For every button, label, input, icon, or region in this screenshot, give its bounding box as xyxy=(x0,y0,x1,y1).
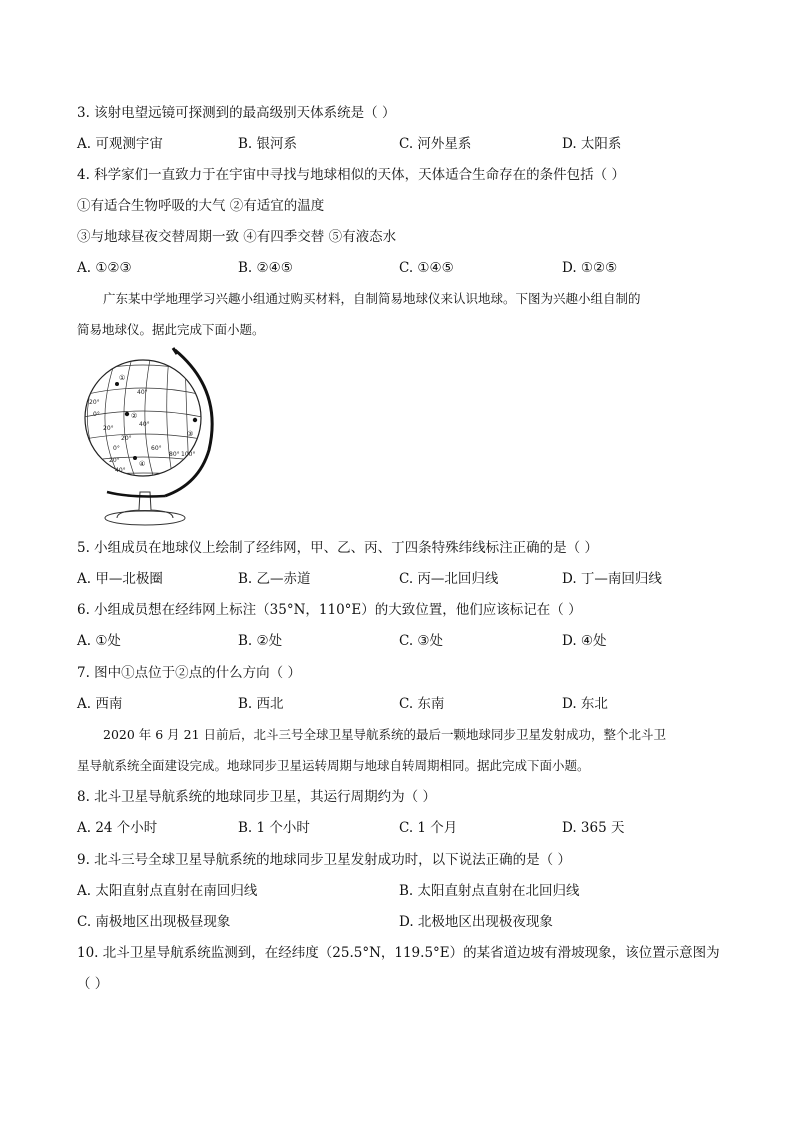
globe-point-2 xyxy=(125,412,129,416)
globe-label-lat-8: 40° xyxy=(115,467,126,474)
q7-option-d[interactable]: D. 东北 xyxy=(562,696,608,712)
q5-stem: 5. 小组成员在地球仪上绘制了经纬网，甲、乙、丙、丁四条特殊纬线标注正确的是（ ） xyxy=(77,540,598,556)
q5-option-d[interactable]: D. 丁—南回归线 xyxy=(562,571,662,587)
q3-stem: 3. 该射电望远镜可探测到的最高级别天体系统是（ ） xyxy=(77,105,396,121)
q4-option-d[interactable]: D. ①②⑤ xyxy=(562,260,618,276)
q10-stem: 10. 北斗卫星导航系统监测到，在经纬度（25.5°N，119.5°E）的某省道边坡有滑坡现象，该位置示意图为 xyxy=(77,945,720,961)
q7-option-a[interactable]: A. 西南 xyxy=(77,696,123,712)
q7-option-b[interactable]: B. 西北 xyxy=(238,696,284,712)
globe-label-lat-4: 40° xyxy=(137,389,148,396)
q8-option-c[interactable]: C. 1 个月 xyxy=(399,820,458,836)
q6-option-b[interactable]: B. ②处 xyxy=(238,633,283,649)
globe-axis-bottom xyxy=(107,492,165,497)
globe-label-lat-2: 0° xyxy=(93,411,100,418)
passage-globe xyxy=(77,290,717,339)
q4-conditions-2: ③与地球昼夜交替周期一致 ④有四季交替 ⑤有液态水 xyxy=(77,229,397,245)
q6-option-c[interactable]: C. ③处 xyxy=(399,633,444,649)
q8-option-a[interactable]: A. 24 个小时 xyxy=(77,820,158,836)
q4-option-c[interactable]: C. ①④⑤ xyxy=(399,260,454,276)
q6-stem: 6. 小组成员想在经纬网上标注（35°N，110°E）的大致位置，他们应该标记在（ ） xyxy=(77,602,582,618)
q3-option-b[interactable]: B. 银河系 xyxy=(238,136,298,152)
globe-point-3 xyxy=(193,418,197,422)
globe-label-lon-1: 40° xyxy=(139,421,150,428)
globe-label-lat-7: 20° xyxy=(109,457,120,464)
q6-option-a[interactable]: A. ①处 xyxy=(77,633,121,649)
q4-option-b[interactable]: B. ②④⑤ xyxy=(238,260,293,276)
q9-stem: 9. 北斗三号全球卫星导航系统的地球同步卫星发射成功时，以下说法正确的是（ ） xyxy=(77,852,571,868)
globe-point-4 xyxy=(133,456,137,460)
q9-option-d[interactable]: D. 北极地区出现极夜现象 xyxy=(399,914,553,930)
q3-option-d[interactable]: D. 太阳系 xyxy=(562,136,622,152)
globe-label-lon-3: 80° xyxy=(169,451,180,458)
passage-beidou-line2: 星导航系统全面建设完成。地球同步卫星运转周期与地球自转周期相同。据此完成下面小题。 xyxy=(77,758,590,773)
passage-globe-line1: 广东某中学地理学习兴趣小组通过购买材料，自制简易地球仪来认识地球。下图为兴趣小组自制的 xyxy=(103,291,641,306)
globe-label-lon-4: 100° xyxy=(181,451,196,458)
globe-sphere xyxy=(85,360,201,476)
passage-beidou xyxy=(77,726,717,775)
q9-option-b[interactable]: B. 太阳直射点直射在北回归线 xyxy=(399,883,580,899)
q9-option-a[interactable]: A. 太阳直射点直射在南回归线 xyxy=(77,883,258,899)
q8-option-d[interactable]: D. 365 天 xyxy=(562,820,625,836)
q7-stem: 7. 图中①点位于②点的什么方向（ ） xyxy=(77,665,301,681)
globe-label-lat-1: 20° xyxy=(89,399,100,406)
passage-beidou-line1: 2020 年 6 月 21 日前后，北斗三号全球卫星导航系统的最后一颗地球同步卫星发射成功，整个北斗卫 xyxy=(103,727,667,742)
q9-option-c[interactable]: C. 南极地区出现极昼现象 xyxy=(77,914,231,930)
q5-option-a[interactable]: A. 甲—北极圈 xyxy=(77,571,163,587)
q8-option-b[interactable]: B. 1 个小时 xyxy=(238,820,310,836)
globe-stand xyxy=(139,492,151,510)
q5-option-c[interactable]: C. 丙—北回归线 xyxy=(399,571,499,587)
globe-label-lat-3: 20° xyxy=(103,425,114,432)
globe-label-lon-2: 60° xyxy=(151,445,162,452)
globe-marker-4: ④ xyxy=(139,460,146,468)
q4-conditions-1: ①有适合生物呼吸的大气 ②有适宜的温度 xyxy=(77,198,325,214)
globe-figure xyxy=(77,346,222,528)
globe-marker-1: ① xyxy=(119,374,126,382)
globe-label-lat-6: 0° xyxy=(113,445,120,452)
q3-option-c[interactable]: C. 河外星系 xyxy=(399,136,472,152)
q8-stem: 8. 北斗卫星导航系统的地球同步卫星，其运行周期约为（ ） xyxy=(77,789,436,805)
globe-marker-2: ② xyxy=(131,412,138,420)
q5-option-b[interactable]: B. 乙—赤道 xyxy=(238,571,311,587)
q3-option-a[interactable]: A. 可观测宇宙 xyxy=(77,136,163,152)
globe-marker-3: ③ xyxy=(187,430,194,438)
q10-stem-line2: （ ） xyxy=(77,976,109,992)
q4-option-a[interactable]: A. ①②③ xyxy=(77,260,132,276)
q6-option-d[interactable]: D. ④处 xyxy=(562,633,607,649)
q7-option-c[interactable]: C. 东南 xyxy=(399,696,445,712)
q4-stem: 4. 科学家们一直致力于在宇宙中寻找与地球相似的天体，天体适合生命存在的条件包括（ ） xyxy=(77,167,625,183)
passage-globe-line2: 简易地球仪。据此完成下面小题。 xyxy=(77,322,265,337)
globe-point-1 xyxy=(115,382,119,386)
globe-label-lat-5: 20° xyxy=(121,435,132,442)
